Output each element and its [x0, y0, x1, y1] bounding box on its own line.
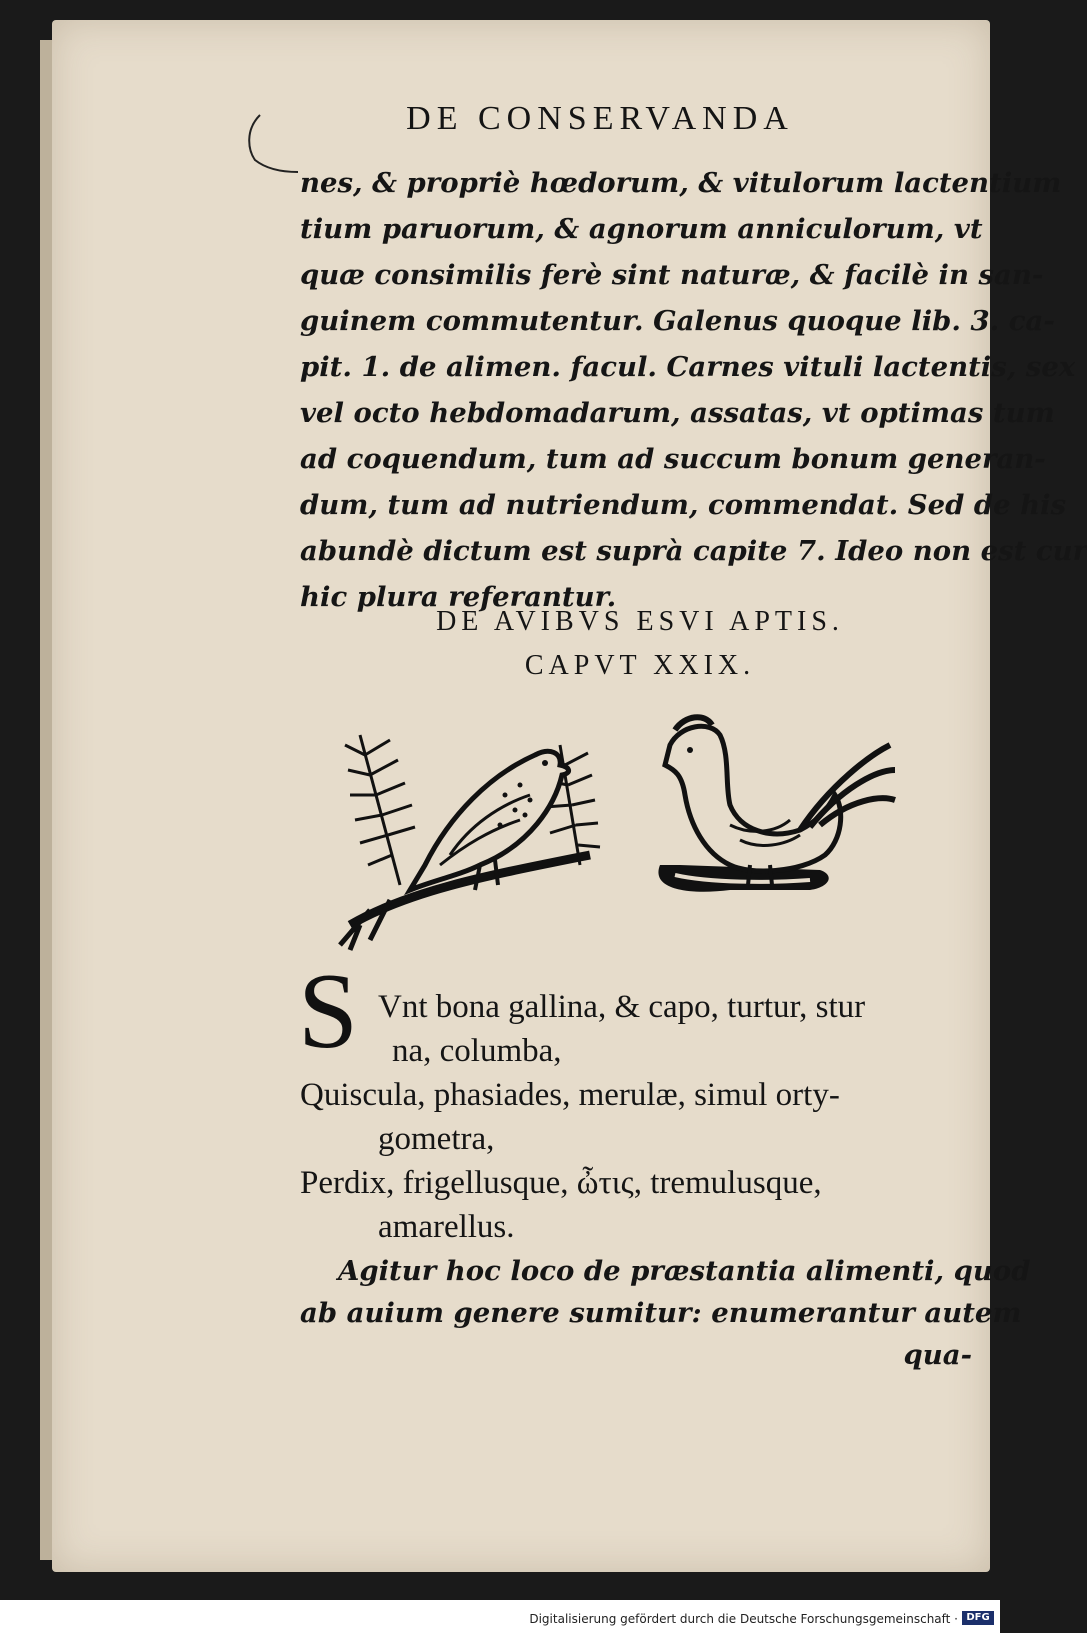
drop-cap-initial: S: [298, 952, 359, 1071]
woodcut-illustrations: [330, 715, 930, 955]
catchword: qua-: [903, 1339, 972, 1371]
margin-bracket-mark: [240, 110, 300, 190]
commentary-line: ab auium genere sumitur: enumerantur autem: [300, 1297, 1022, 1329]
dfg-logo: DFG: [962, 1611, 994, 1625]
chapter-title: DE AVIBVS ESVI APTIS.: [436, 606, 844, 637]
commentary: [300, 1250, 1031, 1376]
songbird-woodcut: [340, 735, 600, 950]
digitization-credit: Digitalisierung gefördert durch die Deutsche Forschungsgemeinschaft ·: [529, 1612, 958, 1626]
chapter-number: CAPVT XXIX.: [524, 650, 756, 681]
body-line: vel octo hebdomadarum, assatas, vt optimas tum: [300, 397, 1055, 429]
verse-block: [300, 985, 980, 1249]
body-line: nes, & propriè hœdorum, & vitulorum lactentium: [300, 167, 1062, 199]
body-line: dum, tum ad nutriendum, commendat. Sed de his: [300, 489, 1067, 521]
body-line: quæ consimilis ferè sint naturæ, & facilè in san-: [300, 259, 1044, 291]
verse-line: na, columba,: [392, 1033, 562, 1069]
verse-line: Vnt bona gallina, & capo, turtur, stur: [378, 989, 866, 1025]
verse-line: Quiscula, phasiades, merulæ, simul orty-: [300, 1077, 840, 1113]
body-line: abundè dictum est suprà capite 7. Ideo non est cur: [300, 535, 1087, 567]
body-line: pit. 1. de alimen. facul. Carnes vituli lactentis, sex: [300, 351, 1076, 383]
body-line: guinem commutentur. Galenus quoque lib. 3. ca-: [300, 305, 1055, 337]
running-head: DE CONSERVANDA: [406, 100, 794, 137]
body-text: [300, 160, 1087, 620]
chapter-heading: [300, 600, 980, 688]
body-line: hic plura referantur.: [300, 581, 617, 613]
hen-woodcut: [658, 717, 895, 892]
body-line: ad coquendum, tum ad succum bonum generan-: [300, 443, 1046, 475]
verse-line: Perdix, frigellusque, ὦτις, tremulusque,: [300, 1165, 822, 1201]
body-line: tium paruorum, & agnorum anniculorum, vt: [300, 213, 983, 245]
commentary-line: Agitur hoc loco de præstantia alimenti, quod: [338, 1255, 1031, 1287]
verse-line: amarellus.: [378, 1209, 515, 1245]
verse-line: gometra,: [378, 1121, 495, 1157]
